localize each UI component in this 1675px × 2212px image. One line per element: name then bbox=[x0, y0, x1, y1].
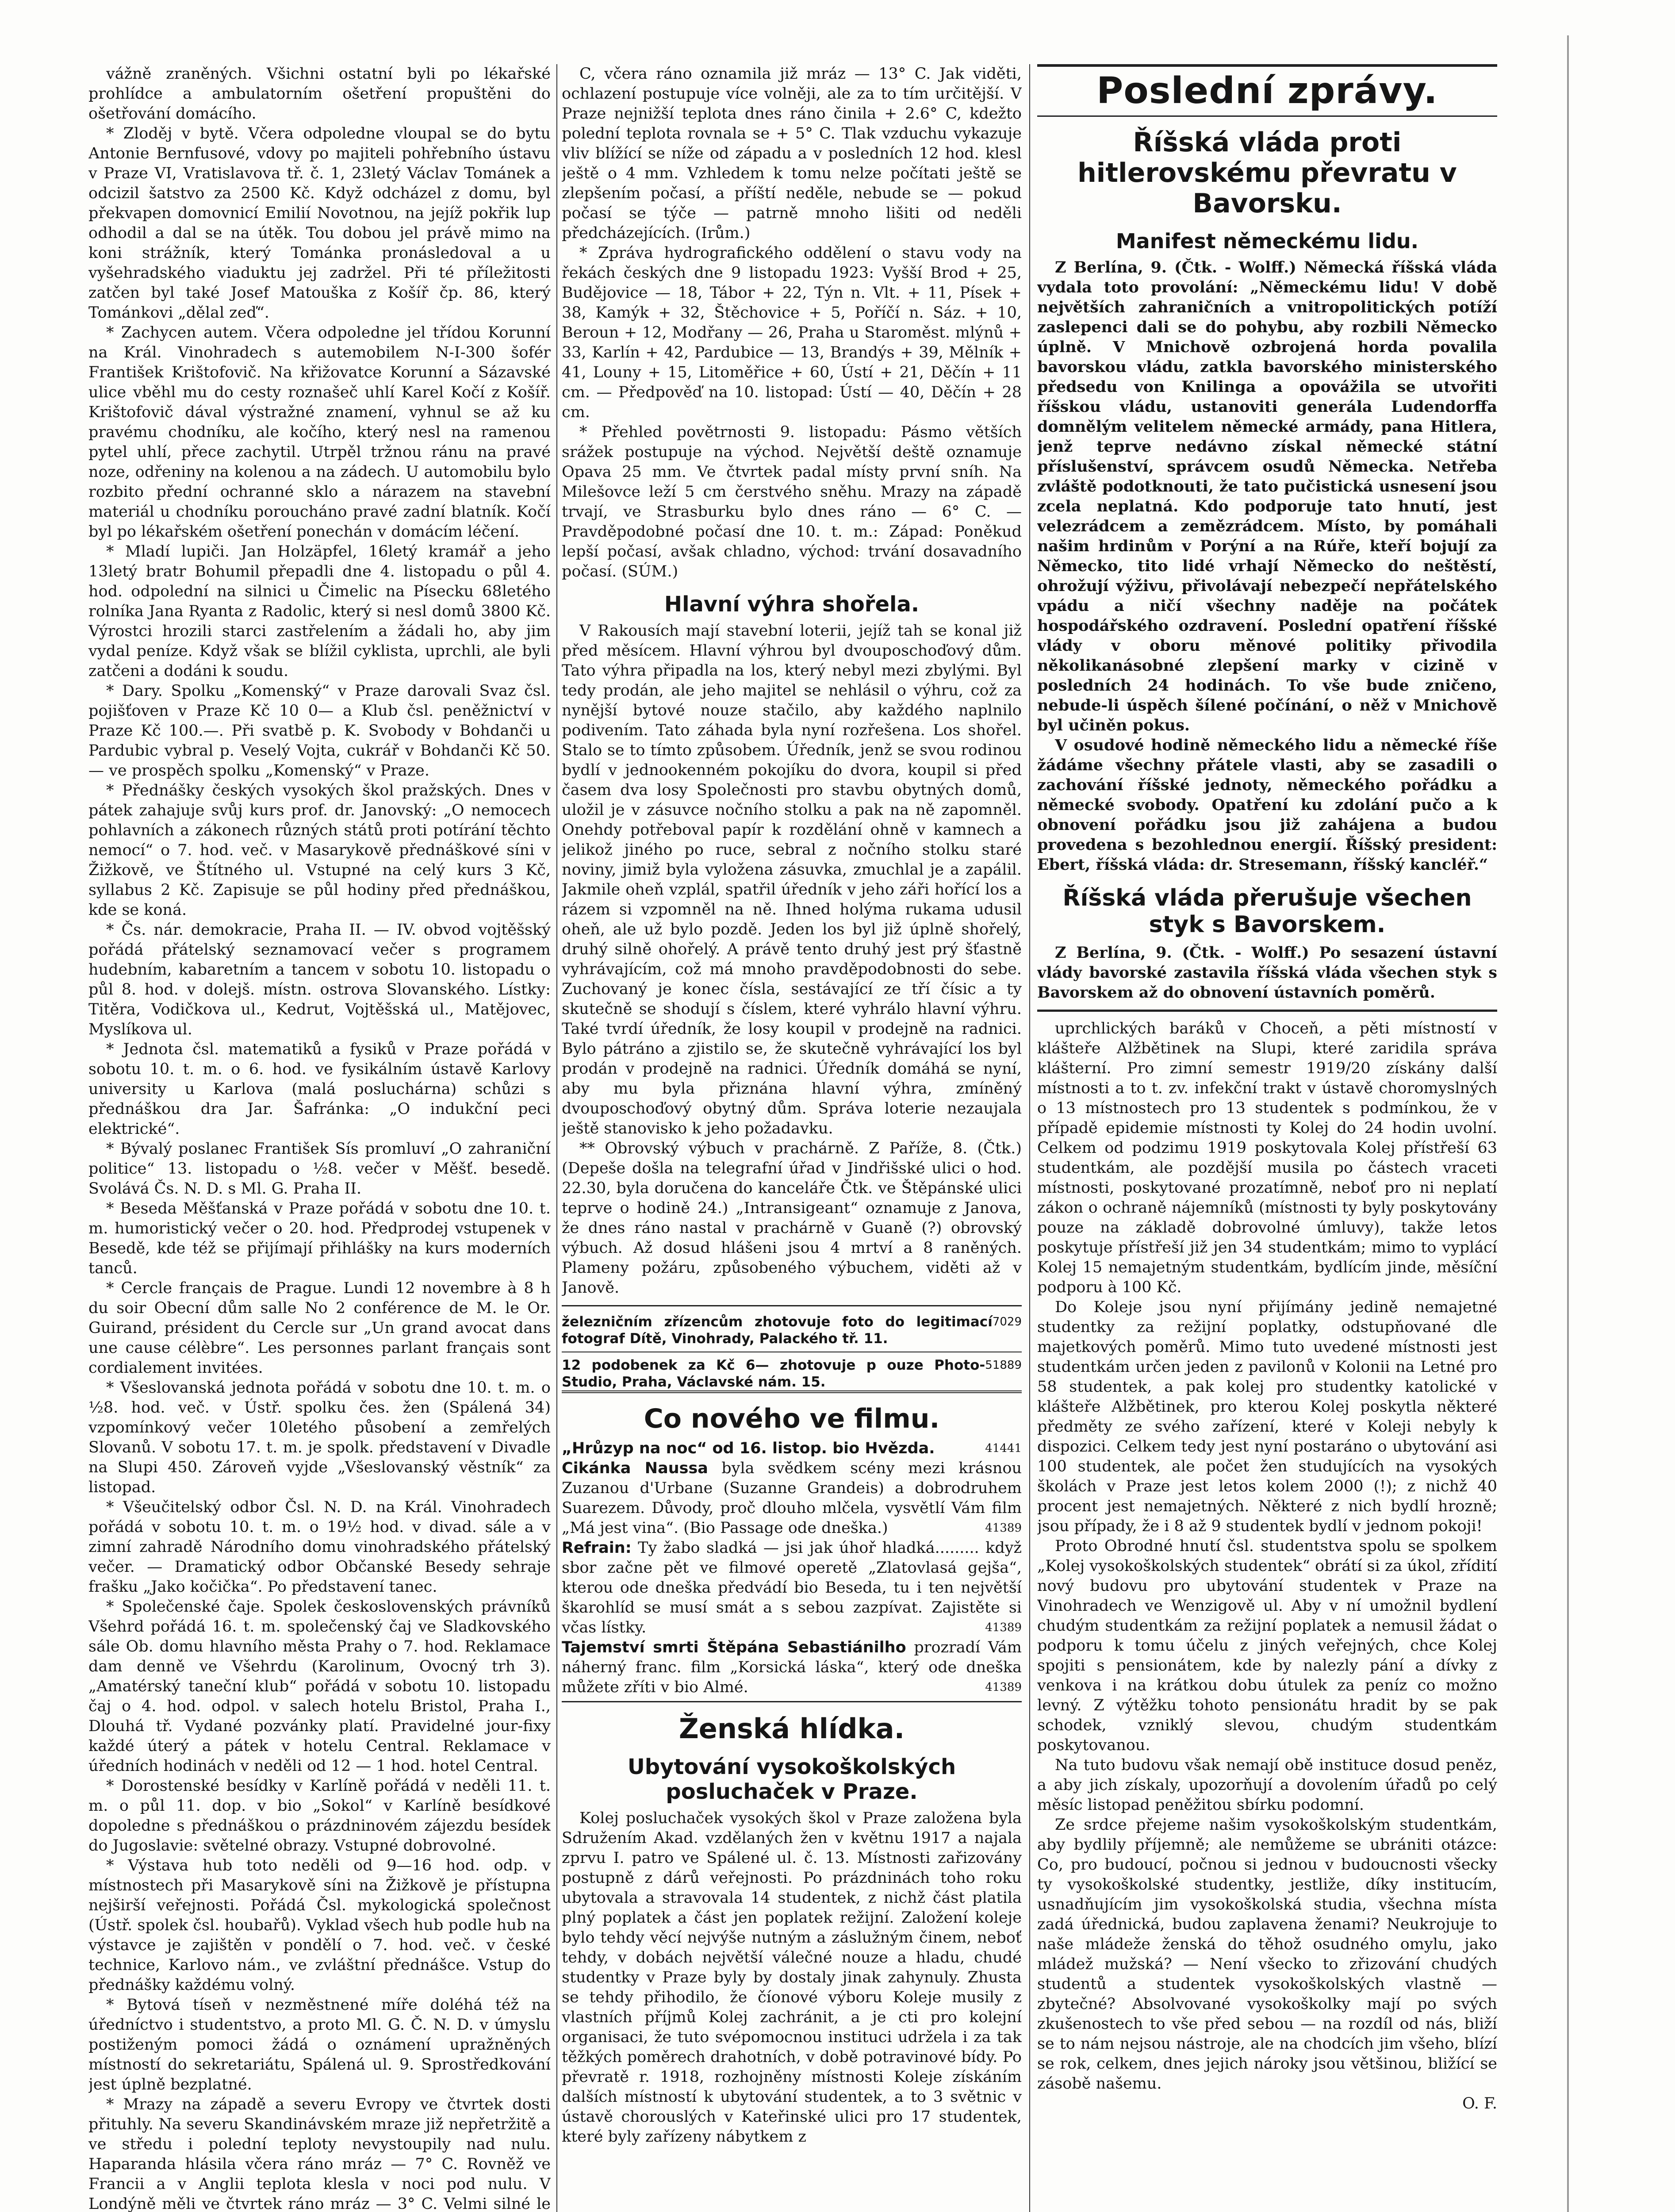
section-header-box bbox=[1037, 64, 1497, 117]
news-item: * Bývalý poslanec František Sís promluví „O zahraniční politice“ 13. listopadu o ½8. večer v Měšť. besedě. Svolává Čs. N. D. s Ml. G. Praha II. bbox=[88, 1140, 551, 1198]
news-item: * Mladí lupiči. Jan Holzäpfel, 16letý kramář a jeho 13letý bratr Bohumil přepadli dne 4. listopadu o půl 4. hod. odpolední na silnici u Čimelic na Písecku 68letého rolníka Jana Ryanta z Radolic, který si nesl domů 3800 Kč. Výrostci hrozili starci zastřelením a žádali ho, aby jim vydal peníze. Když však se blížil cyklista, uprchli, ale byli zatčeni a dodáni k soudu. bbox=[88, 543, 551, 680]
ad-text: 12 podobenek za Kč 6— zhotovuje p ouze Photo-Studio, Praha, Václavské nám. 15. bbox=[562, 1357, 985, 1390]
film-item bbox=[562, 1439, 1022, 1459]
news-item: * Výstava hub toto neděli od 9—16 hod. odp. v místnostech při Masarykově síni na Žižkově je přístupna nejširší veřejnosti. Pořádá Čsl. mykologická společnost (Ústř. spolek čsl. houbařů). Vyklad všech hub podle hub na výstavce je zajištěn v pondělí o 7. hod. več. v české technice, Karlovo nám., ve zvláštní přednášce. Vstup do přednášky každému volný. bbox=[88, 1857, 551, 1994]
page-edge-rule bbox=[1567, 35, 1569, 2212]
headline-women: Ženská hlídka. bbox=[678, 1713, 905, 1745]
news-item: * Dorostenské besídky v Karlíně pořádá v neděli 11. t. m. o půl 11. dop. v bio „Sokol“ v Karlíně besídkové dopoledne s přednáškou o prázdninovém zájezdu besídek do Jugoslavie: světelné obrazy. Vstupné dobrovolné. bbox=[88, 1777, 551, 1855]
article-paragraph: Z Berlína, 9. (Čtk. - Wolff.) Německá říšská vláda vydala toto provolání: „Německému lidu! V době největších zahraničních a vnitropolitických potíží zaslepenci dali se do pohybu, aby rozbili Německo úplně. V Mnichově ozbrojená horda povalila bavorskou vládu, zatkla bavorského ministerského předsedu von Knilinga a opovážila se utvořiti říšskou vládu, ustanoviti generála Ludendorffa domnělým velitelem německé armády, pana Hitlera, jenž teprve nedávno získal německé státní příslušenství, správcem osudů Německa. Netřeba zvláště podotknouti, že tato pučistická usnesení jsou zcela neplatná. Kdo podporuje tato hnutí, jest velezrádcem a zemězrádcem. Místo, by pomáhali našim hrdinům v Porýní a na Rúře, kteří bojují za Německo, tito lidé vrhají Německo do neštěstí, ohrožují výživu, přivolávají nebezpečí nepřátelského vpádu a ničí všechny naděje na počátek hospodářského ozdravení. Poslední opatření říšské vlády v oboru měnové politiky přivodila několikanásobné zlepšení marky v cizině v posledních 24 hodinách. To vše bude zničeno, nebude-li úspěch šílené počínání, o něž v Mnichově byl učiněn pokus. bbox=[1037, 258, 1497, 735]
news-item: * Všeslovanská jednota pořádá v sobotu dne 10. t. m. o ½8. hod. več. v Ústř. spolku čes. žen (Spálená 34) vzpomínkový večer 10letého působení a zemřelých Slovanů. V sobotu 17. t. m. je spolk. představení v Divadle na Slupi 450. Zároveň vyjde „Všeslovanský věstník“ za listopad. bbox=[88, 1379, 551, 1496]
film-item bbox=[562, 1538, 1022, 1638]
second-headline: Říšská vláda přerušuje všechen styk s Bavorskem. bbox=[1062, 885, 1472, 938]
ad-number: 51889 bbox=[985, 1359, 1022, 1372]
news-item: * Přednášky českých vysokých škol pražských. Dnes v pátek zahajuje svůj kurs prof. dr. Janovský: „O nemocech pohlavních a zákonech různých států proti potírání těchto nemocí“ o 7. hod. več. v Masarykově přednáškové síni v Žižkově, ve Štítného ul. Vstupné na celý kurs 3 Kč, syllabus 2 Kč. Zapisuje se půl hodiny před přednáškou, kde se koná. bbox=[88, 782, 551, 919]
film-title: Refrain: bbox=[562, 1539, 632, 1557]
news-item: * Zloděj v bytě. Včera odpoledne vloupal se do bytu Antonie Bernfusové, vdovy po majiteli pohřebního ústavu v Praze VI, Vratislavova tř. č. 1, 23letý Václav Tománek a odcizil šatstvo za 2500 Kč. Když odcházel z domu, byl překvapen domovnicí Emilií Novotnou, na jejíž pokřik lup odhodil a dal se na útěk. Tou dobou jel právě mimo na koni strážník, který Tománka pronásledoval a u vyšehradského viaduktu jej zadržel. Při té příležitosti zatčen byl také Josef Matouška z Košíř čp. 86, který Tománkovi „dělal zeď“. bbox=[88, 125, 551, 322]
news-item: * Bytová tíseň v nezměstnené míře doléhá též na úředníctvo i studentstvo, a proto Ml. G. Č. N. D. v úmyslu postiženým pomoci žádá o oznámení upražněných místností do sekretariátu, Spálená ul. 9. Sprostředkování jest úplně bezplatné. bbox=[88, 1996, 551, 2093]
film-title: „Hrůzyp na noc“ od 16. listop. bio Hvězda. bbox=[562, 1440, 935, 1458]
headline-lottery: Hlavní výhra shořela. bbox=[664, 592, 920, 617]
news-item: * Cercle français de Prague. Lundi 12 novembre à 8 h du soir Obecní dům salle No 2 conférence de M. le Or. Guirand, président du Cercle sur „Un grand avocat dans une cause célèbre“. Les personnes parlant français sont cordialement invitées. bbox=[88, 1279, 551, 1377]
section-title: Poslední zprávy. bbox=[1096, 70, 1438, 112]
column-rule bbox=[1029, 64, 1030, 2212]
film-item bbox=[562, 1459, 1022, 1538]
film-text: prozradí Vám náherný franc. film „Korsická láska“, který ode dneška můžete zříti v bio Almé. bbox=[562, 1639, 1022, 1697]
film-text: Ty žabo sladká — jsi jak úhoř hladká......... když sbor začne pět ve filmové operetě „Zlatovlasá gejša“, kterou ode dneška předvádí bio Beseda, tu i ten největší škarohlíd se musí smát a s sebou zazpívat. Zajistěte si včas lístky. bbox=[562, 1539, 1022, 1637]
advertisement bbox=[562, 1313, 1022, 1347]
lead-headline: Říšská vláda proti hitlerovskému převratu v Bavorsku. bbox=[1077, 127, 1457, 219]
separator bbox=[562, 1305, 1022, 1306]
headline-film: Co nového ve filmu. bbox=[644, 1403, 940, 1435]
film-item bbox=[562, 1638, 1022, 1697]
water-level-report: * Zpráva hydrografického oddělení o stavu vody na řekách českých dne 9 listopadu 1923: Vyšší Brod + 25, Budějovice — 18, Tábor + 22, Týn n. Vlt. + 11, Písek + 38, Kamýk + 32, Štěchovice + 5, Poříčí n. Sáz. + 10, Beroun + 12, Modřany — 26, Praha u Staroměst. mlýnů + 33, Karlín + 42, Pardubice — 13, Brandýs + 39, Mělník + 41, Louny + 15, Litoměřice + 60, Ústí + 21, Děčín + 11 cm. — Předpověď na 10. listopad: Ústí — 40, Děčín + 28 cm. bbox=[562, 244, 1022, 421]
film-title: Cikánka Naussa bbox=[562, 1459, 708, 1478]
column-rule bbox=[556, 64, 557, 2212]
news-item: * Všeučitelský odbor Čsl. N. D. na Král. Vinohradech pořádá v sobotu 10. t. m. o 19½ hod. v divad. sále a v zimní zahradě Národního domu vinohradského přátelský večer. — Dramatický odbor Občanské Besedy sehraje frašku „Jako kočička“. Po představení tanec. bbox=[88, 1498, 551, 1596]
film-text: byla svědkem scény mezi krásnou Zuzanou d'Urbane (Suzanne Grandeis) a dobrodruhem Suarezem. Důvody, proč dlouho mlčela, vysvětlí Vám film „Má jest vina“. (Bio Passage ode dneška.) bbox=[562, 1459, 1022, 1537]
film-section bbox=[562, 1390, 1022, 1702]
news-item: * Beseda Měšťanská v Praze pořádá v sobotu dne 10. t. m. humoristický večer o 20. hod. Předprodej vstupenek v Besedě, kde též se přijímají přihlášky na kurs moderních tanců. bbox=[88, 1200, 551, 1277]
separator bbox=[1037, 1010, 1497, 1012]
column-left bbox=[88, 64, 551, 2212]
advertisement bbox=[562, 1357, 1022, 1390]
news-item: * Společenské čaje. Spolek československých právníků Všehrd pořádá 16. t. m. společenský čaj ve Sladkovského sále Ob. domu hlavního města Prahy o 7. hod. Reklamace dam denně ve Všehrdu (Karolinum, Ovocný trh 3). „Amatérský taneční klub“ pořádá v sobotu 10. listopadu čaj o 4. hod. odpol. v salech hotelu Bristol, Praha I., Dlouhá tř. Vydané pozvánky platí. Pravidelné jour-fixy každé úterý a pátek v hotelu Central. Reklamace v úředních hodinách v neděli od 12 — 1 hod. hotel Central. bbox=[88, 1598, 551, 1775]
film-title: Tajemství smrti Štěpána Sebastiánilho bbox=[562, 1639, 906, 1657]
article-paragraph: V osudové hodině německého lidu a německé říše žádáme všechny přátele vlasti, aby se zasadili o zachování říšské jednoty, německého pořádku a německé svobody. Opatření ku zdolání pučo a k obnovení pořádku jsou již zahájena a budou provedena s bezohlednou energií. Říšský president: Ebert, říšská vláda: dr. Stresemann, říšský kancléř.“ bbox=[1037, 736, 1497, 874]
ad-number: 7029 bbox=[992, 1315, 1022, 1329]
weather-overview: * Přehled povětrnosti 9. listopadu: Pásmo větších srážek postupuje na východ. Největší deště oznamuje Opava 25 mm. Ve čtvrtek padal místy první sníh. Na Milešovce leží 5 cm čerstvého sněhu. Mrazy na západě trvají, ve Strasburku bylo dnes ráno — 6° C. — Pravděpodobné počasí dne 10. t. m.: Západ: Poněkud lepší počasí, avšak chladno, východ: trvání dosavadního počasí. (SÚM.) bbox=[562, 423, 1022, 580]
article-paragraph: Do Koleje jsou nyní přijímány jedině nemajetné studentky za režijní poplatky, odstupňované dle majetkových poměrů. Mimo tuto uvedené místnosti jest studentkám určen jeden z pavilonů v Kolonii na Letné pro 58 studentek, a pak kolej pro studentky katolické v klášteře Alžbětinek, pro kterou Kolej poskytla některé předměty ze svého zařízení, které v Koleji nebyly k dispozici. Celkem tedy jest nyní postaráno o ubytování asi 100 studentek, ale počet žen studujících na vysokých školách v Praze jest letos kolem 2000 (!); z nichž 40 procent jest nemajetných. Některé z nich bydlí hrozně; jsou případy, že i 8 až 9 studentek bydlí v jednom pokoji! bbox=[1037, 1298, 1497, 1535]
news-item: * Zachycen autem. Včera odpoledne jel třídou Korunní na Král. Vinohradech s autemobilem N-I-300 šofér František Krištofovič. Na křižovatce Korunní a Sázavské ulice vběhl mu do cesty roznašeč uhlí Karel Kočí z Košíř. Krištofovič dával výstražné znamení, vyhnul se až ku pravému chodníku, ale kočího, který nesl na ramenou pytel uhlí, přece zachytil. Utrpěl tržnou ránu na pravé noze, odřeniny na kolenou a na zádech. U automobilu bylo rozbito přední ochranné sklo a nárazem na stavební materiál u chodníku poroucháno pravé zadní blatník. Kočí byl po lékařském ošetření ponechán v domácím léčení. bbox=[88, 324, 551, 541]
article-paragraph: Na tuto budovu však nemají obě instituce dosud peněz, a aby jich získaly, upozorňují a dovolením úřadů po celý měsíc listopad peněžitou sbírku podomní. bbox=[1037, 1756, 1497, 1814]
ad-number: 41389 bbox=[985, 1621, 1022, 1635]
ad-number: 41389 bbox=[985, 1681, 1022, 1694]
weather-report: C, včera ráno oznamila již mráz — 13° C. Jak viděti, ochlazení postupuje více volněji, ale za to tím určitější. V Praze nejnižší teplota dnes ráno činila + 2.6° C, kdežto polední teplota rovnala se + 5° C. Tlak vzduchu vykazuje vliv blížící se níže od západu a v posledních 12 hod. klesl ještě o 4 mm. Vzhledem k tomu nelze počítati ještě se zlepšením počasí, a příští neděle, nebude se — pokud počasí se týče — patrně mnoho lišiti od neděli předcházejících. (Irům.) bbox=[562, 65, 1022, 242]
news-item: vážně zraněných. Všichni ostatní byli po lékařské prohlídce a ambulatorním ošetření propuštěni do ošetřování domácího. bbox=[88, 65, 551, 123]
news-item: ** Obrovský výbuch v prachárně. Z Paříže, 8. (Čtk.) (Depeše došla na telegrafní úřad v Jindřišské ulici o hod. 22.30, byla doručena do kanceláře Čtk. ve Štěpánské ulici teprve o hodině 24.) „Intransigeant“ oznamuje z Janova, že dnes ráno nastal v prachárně v Guaně (?) obrovský výbuch. Až dosud hlášeni jsou 4 mrtví a 8 raněných. Plameny požáru, způsobeného výbuchem, viděti až v Janově. bbox=[562, 1140, 1022, 1297]
article-paragraph: uprchlických baráků v Choceň, a pěti místností v klášteře Alžbětinek na Slupi, které zaridila správa klášterní. Pro zimní semestr 1919/20 získány další místnosti a to t. zv. infekční trakt v ústavě choromyslných o 13 místnostech pro 13 studentek s podmínkou, že v případě epidemie místnosti ty Kolej do 24 hodin uvolní. Celkem od podzimu 1919 poskytovala Kolej přístřeší 63 studentkám, ale pozdější musila po částech vraceti místnosti, poskytované prozatímně, neboť pro ni neplatí zákon o ochraně nájemníků (místnosti ty byly poskytovány pouze na základě dobrovolné úmluvy), takže letos poskytuje přístřeší již jen 34 studentkám; mimo to vyplácí Kolej 15 nemajetným studentkám, bydlícím jinde, měsíční podporu à 100 Kč. bbox=[1037, 1019, 1497, 1296]
news-item: * Dary. Spolku „Komenský“ v Praze darovali Svaz čsl. pojišťoven v Praze Kč 10 0— a Klub čsl. peněžnictví v Praze Kč 100.—. Při svatbě p. K. Svobody v Bohdanči u Pardubic vybral p. Veselý Vojta, cukrář v Bohdanči Kč 50.— ve prospěch spolku „Komenský“ v Praze. bbox=[88, 682, 551, 780]
ad-text: železničním zřízencům zhotovuje foto do legitimací fotograf Dítě, Vinohrady, Palackého tř. 11. bbox=[562, 1314, 993, 1347]
news-item: * Mrazy na západě a severu Evropy ve čtvrtek dosti přituhly. Na severu Skandinávském mraze již nepřetržitě a ve středu i polední teploty nevystoupily nad nulu. Haparanda hlásila včera ráno mráz — 7° C. Rovněž ve Francii a v Anglii teplota klesla v noci pod nulu. V Londýně měli ve čtvrtek ráno mráz — 3° C. Velmi silné le bbox=[88, 2096, 551, 2212]
article-paragraph: Kolej posluchaček vysokých škol v Praze založena byla Sdružením Akad. vzdělaných žen v květnu 1917 a najala zprvu I. patro ve Spálené ul. č. 13. Místnosti zařizovány postupně z dárů veřejnosti. Po prázdninách toho roku ubytovala a stravovala 14 studentek, z nichž část platila plný poplatek a část jen poplatek režijní. Založení koleje bylo tehdy věcí nejvýše nutným a záslužným činem, neboť tehdy, v dobách největší válečné nouze a hladu, chudé studentky v Praze byly by dostaly jinak zahynuly. Zhusta se tehdy přihodilo, že číonové výboru Koleje musily z vlastních příjmů Kolej zachránit, a je cti pro kolejní organisaci, že tuto svépomocnou instituci udržela i za tak těžkých poměrech drahotních, v době potravinové bídy. Po převratě r. 1918, rozhojněny místnosti Koleje získáním dalších místností k ubytování studentek, a to 3 světnic v ústavě chorouslých v Kateřinské ulici pro 17 studentek, které byly zařízeny nábytkem z bbox=[562, 1809, 1022, 2146]
column-right bbox=[1037, 64, 1497, 2212]
article-paragraph: V Rakousích mají stavební loterii, jejíž tah se konal již před měsícem. Hlavní výhrou byl dvouposchoďový dům. Tato výhra připadla na los, který nebyl mezi zbylými. Byl tedy prodán, ale jeho majitel se nehlásil o výhru, což za nynější bytové nouze stačilo, aby každého naplnilo podivením. Tato záhada byla nyní rozřešena. Los shořel. Stalo se to tímto způsobem. Úředník, jenž se svou rodinou bydlí v jednookenném pokojíku do dvora, koupil si před časem dva losy Společnosti pro stavbu obytných domů, uložil je v zásuvce nočního stolku a pak na ně zapomněl. Onehdy potřeboval papír k rozdělání ohně v kamnech a jelikož jiného po ruce, sebral z nočního stolku staré noviny, jimiž byla vyložena zásuvka, zmuchlal je a zapálil. Jakmile oheň vzplál, spatřil úředník v jeho záři hořící los a rázem si vzpomněl na ně. Ihned holýma rukama udusil oheň, ale už bylo pozdě. Jeden los byl již úplně shořelý, druhý silně ohořelý. A právě tento druhý jest prý šťastně vyhrávajícím, což má mnoho pravděpodobnosti do sebe. Zuchovaný je konec čísla, sestávající ze tří čísic a ty skutečně se shodují s číslem, které vyhrálo hlavní výhru. Také tvrdí úředník, že losy koupil v prodejně na radnici. Bylo pátráno a zjistilo se, že skutečně vyhrávající los byl prodán v prodejně na radnici. Úředník domáhá se nyní, aby mu byla přiznána hlavní výhra, zmíněný dvouposchoďový obytný dům. Správa loterie nezaujala ještě stanovisko k jeho požadavku. bbox=[562, 622, 1022, 1138]
sub-headline: Manifest německému lidu. bbox=[1115, 229, 1419, 253]
ad-number: 41389 bbox=[985, 1521, 1022, 1535]
ad-number: 41441 bbox=[985, 1442, 1022, 1455]
news-item: * Čs. nár. demokracie, Praha II. — IV. obvod vojtěšský pořádá přátelský seznamovací večer s programem hudebním, kabaretním a tancem v sobotu 10. listopadu o půl 8. hod. v dolejš. místn. ostrova Slovanského. Lístky: Titěra, Vodičkova ul., Kedrut, Vojtěšská ul., Matějovec, Myslíkova ul. bbox=[88, 921, 551, 1038]
article-paragraph: Ze srdce přejeme našim vysokoškolským studentkám, aby bydlily příjemně; ale nemůžeme se ubrániti otázce: Co, pro budoucí, počnou si jednou v budoucnosti všecky ty vysokoškolské studentky, jestliže, díky institucím, usnadňujícím jim vysokoškolská studia, všechna místa zadá úřednická, budou zaplavena ženami? Neukrojuje to naše mládeže ženská do těhož osudného omylu, jako mládež mužská? — Není všecko to zřizování chudých studentů a studentek vysokoškolských vlastně — zbytečné? Absolvované vysokoškolky mají po svých zkušenostech to vše před sebou — na rozdíl od nás, bliží se to nám nejsou nástroje, ale na chodcích jim všeho, blízí se rok, celkem, dnes jejich nároky jsou většinou, bližící se zásobě našemu. bbox=[1037, 1816, 1497, 2093]
article-paragraph: Proto Obrodné hnutí čsl. studentstva spolu se spolkem „Kolej vysokoškolských studentek“ obrátí si za úkol, zřídití nový budovu pro ubytování studentek v Praze na Vinohradech ve Wenzigově ul. Aby v ní umožnil bydlení chudým studentkám za režijní poplatek a nemusil žádat o podporu k tomu účelu z jiných veřejných, chce Kolej spojiti s pensionátem, kde by nalezly pání a dívky z venkova i na krátkou dobu útulek za peníz co možno levný. Z výtěžku tohoto pensionátu hradit by se pak schodek, vzniklý slevou, chudým studentkám poskytovanou. bbox=[1037, 1537, 1497, 1754]
author-signature: O. F. bbox=[1462, 2094, 1497, 2112]
column-middle bbox=[562, 64, 1022, 2212]
subheadline-women: Ubytování vysokoškolských posluchaček v Praze. bbox=[627, 1755, 956, 1804]
news-item: * Jednota čsl. matematiků a fysiků v Praze pořádá v sobotu 10. t. m. o 6. hod. ve fysikálním ústavě Karlovy university u Karlova (malá posluchárna) schůzi s přednáškou dra Jar. Šafránka: „O indukční peci elektrické“. bbox=[88, 1041, 551, 1138]
article-paragraph: Z Berlína, 9. (Čtk. - Wolff.) Po sesazení ústavní vlády bavorské zastavila říšská vláda všechen styk s Bavorskem až do obnovení ústavních poměrů. bbox=[1037, 943, 1497, 1002]
